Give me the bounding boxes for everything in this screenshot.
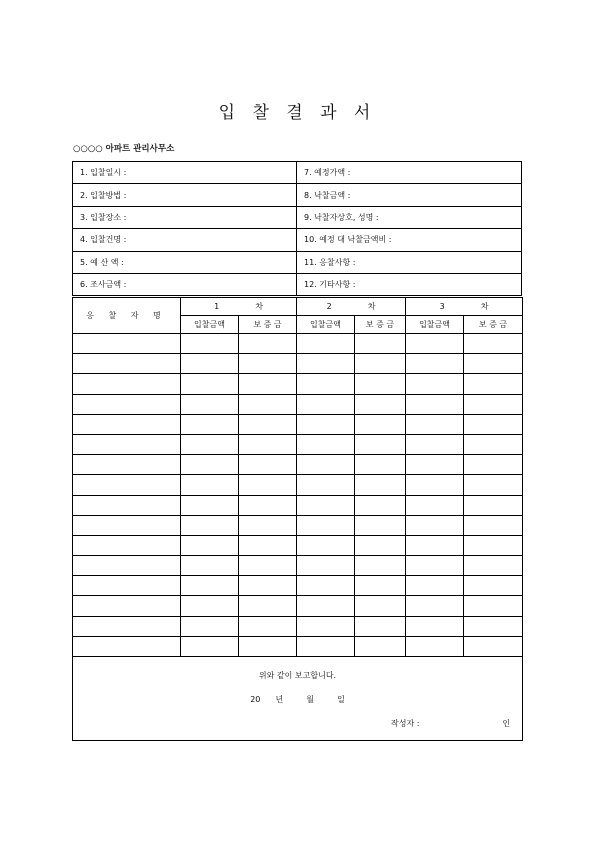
bid-date-field: 1. 입찰일시 : xyxy=(73,162,297,184)
amount-cell xyxy=(355,334,406,354)
amount-cell xyxy=(297,374,355,394)
amount-cell xyxy=(355,576,406,596)
amount-cell xyxy=(355,455,406,475)
amount-cell xyxy=(406,556,464,576)
info-row xyxy=(73,273,522,295)
amount-cell xyxy=(181,354,239,374)
bidder-name-cell xyxy=(73,434,181,454)
amount-cell xyxy=(181,455,239,475)
round-1-amount-header: 입찰금액 xyxy=(181,316,239,334)
amount-cell xyxy=(181,596,239,616)
amount-cell xyxy=(239,394,297,414)
info-row xyxy=(73,184,522,206)
amount-cell xyxy=(239,556,297,576)
amount-cell xyxy=(297,596,355,616)
amount-cell xyxy=(297,556,355,576)
amount-cell xyxy=(239,596,297,616)
bidder-name-cell xyxy=(73,495,181,515)
amount-cell xyxy=(181,616,239,636)
amount-cell xyxy=(464,535,523,555)
amount-cell xyxy=(239,636,297,656)
amount-cell xyxy=(297,434,355,454)
amount-cell xyxy=(239,616,297,636)
table-row xyxy=(73,576,523,596)
bidder-name-cell xyxy=(73,596,181,616)
table-row xyxy=(73,434,523,454)
amount-cell xyxy=(406,455,464,475)
info-row xyxy=(73,251,522,273)
amount-cell xyxy=(297,576,355,596)
amount-cell xyxy=(181,535,239,555)
bidder-name-cell xyxy=(73,414,181,434)
table-row xyxy=(73,535,523,555)
amount-cell xyxy=(406,515,464,535)
bid-results-table xyxy=(72,297,523,741)
amount-cell xyxy=(297,414,355,434)
amount-cell xyxy=(464,556,523,576)
amount-cell xyxy=(464,434,523,454)
amount-cell xyxy=(406,535,464,555)
amount-cell xyxy=(297,394,355,414)
bidder-name-cell xyxy=(73,334,181,354)
bid-info-table xyxy=(72,161,522,296)
amount-cell xyxy=(297,334,355,354)
bidder-name-cell xyxy=(73,475,181,495)
info-row xyxy=(73,162,522,184)
bidder-name-cell xyxy=(73,556,181,576)
round-1-deposit-header: 보 증 금 xyxy=(239,316,297,334)
amount-cell xyxy=(239,374,297,394)
amount-cell xyxy=(297,475,355,495)
amount-cell xyxy=(406,414,464,434)
bidder-name-cell xyxy=(73,455,181,475)
amount-cell xyxy=(355,495,406,515)
amount-cell xyxy=(181,475,239,495)
round-2-deposit-header: 보 증 금 xyxy=(355,316,406,334)
report-footer xyxy=(73,657,523,741)
report-statement: 위와 같이 보고합니다. xyxy=(258,671,337,680)
amount-cell xyxy=(464,334,523,354)
bidder-name-cell xyxy=(73,354,181,374)
round-3-deposit-header: 보 증 금 xyxy=(464,316,523,334)
amount-cell xyxy=(239,354,297,374)
ratio-field: 10. 예정 대 낙찰금액비 : xyxy=(297,229,522,251)
amount-cell xyxy=(239,495,297,515)
amount-cell xyxy=(464,495,523,515)
amount-cell xyxy=(181,374,239,394)
table-row xyxy=(73,455,523,475)
author-label: 작성자 : xyxy=(391,719,420,728)
table-row xyxy=(73,414,523,434)
amount-cell xyxy=(239,515,297,535)
amount-cell xyxy=(464,616,523,636)
table-row xyxy=(73,334,523,354)
round-3-amount-header: 입찰금액 xyxy=(406,316,464,334)
round-2-header: 2 차 xyxy=(297,298,406,316)
amount-cell xyxy=(355,475,406,495)
amount-cell xyxy=(464,515,523,535)
amount-cell xyxy=(406,475,464,495)
amount-cell xyxy=(297,495,355,515)
bidding-details-field: 11. 응찰사항 : xyxy=(297,251,522,273)
bid-location-field: 3. 입찰장소 : xyxy=(73,206,297,228)
amount-cell xyxy=(181,636,239,656)
amount-cell xyxy=(181,495,239,515)
amount-cell xyxy=(355,394,406,414)
amount-cell xyxy=(181,434,239,454)
amount-cell xyxy=(297,354,355,374)
amount-cell xyxy=(355,354,406,374)
date-month-unit: 월 xyxy=(306,695,315,704)
round-header-row xyxy=(73,298,523,316)
bidder-name-header: 응 찰 자 명 xyxy=(73,298,181,334)
amount-cell xyxy=(406,354,464,374)
seal-mark: 인 xyxy=(502,719,511,728)
round-1-header: 1 차 xyxy=(181,298,297,316)
amount-cell xyxy=(464,636,523,656)
amount-cell xyxy=(181,556,239,576)
bidder-name-cell xyxy=(73,515,181,535)
amount-cell xyxy=(297,535,355,555)
amount-cell xyxy=(239,414,297,434)
amount-cell xyxy=(464,475,523,495)
amount-cell xyxy=(355,596,406,616)
office-name: ○○○○ 아파트 관리사무소 xyxy=(73,144,175,154)
bidder-name-cell xyxy=(73,576,181,596)
amount-cell xyxy=(355,535,406,555)
amount-cell xyxy=(181,414,239,434)
round-2-amount-header: 입찰금액 xyxy=(297,316,355,334)
survey-amount-field: 6. 조사금액 : xyxy=(73,273,297,295)
amount-cell xyxy=(239,535,297,555)
amount-cell xyxy=(239,455,297,475)
table-row xyxy=(73,374,523,394)
estimated-price-field: 7. 예정가액 : xyxy=(297,162,522,184)
winning-amount-field: 8. 낙찰금액 : xyxy=(297,184,522,206)
table-row xyxy=(73,394,523,414)
amount-cell xyxy=(464,596,523,616)
winner-name-field: 9. 낙찰자상호, 성명 : xyxy=(297,206,522,228)
date-year-unit: 년 xyxy=(275,695,284,704)
bidder-name-cell xyxy=(73,535,181,555)
amount-cell xyxy=(406,576,464,596)
bidder-name-cell xyxy=(73,616,181,636)
table-row xyxy=(73,556,523,576)
bidder-name-cell xyxy=(73,636,181,656)
bid-subject-field: 4. 입찰건명 : xyxy=(73,229,297,251)
amount-cell xyxy=(181,334,239,354)
amount-cell xyxy=(297,455,355,475)
amount-cell xyxy=(406,434,464,454)
info-row xyxy=(73,206,522,228)
amount-cell xyxy=(355,515,406,535)
amount-cell xyxy=(297,636,355,656)
amount-cell xyxy=(406,495,464,515)
amount-cell xyxy=(239,576,297,596)
amount-cell xyxy=(239,434,297,454)
amount-cell xyxy=(406,636,464,656)
amount-cell xyxy=(297,616,355,636)
amount-cell xyxy=(181,515,239,535)
amount-cell xyxy=(464,455,523,475)
amount-cell xyxy=(355,414,406,434)
budget-field: 5. 예 산 액 : xyxy=(73,251,297,273)
amount-cell xyxy=(181,394,239,414)
report-date xyxy=(73,694,522,705)
amount-cell xyxy=(406,334,464,354)
amount-cell xyxy=(355,434,406,454)
amount-cell xyxy=(464,394,523,414)
bidder-name-cell xyxy=(73,394,181,414)
bidder-name-cell xyxy=(73,374,181,394)
other-notes-field: 12. 기타사항 : xyxy=(297,273,522,295)
table-row xyxy=(73,636,523,656)
table-row xyxy=(73,475,523,495)
amount-cell xyxy=(297,515,355,535)
bid-method-field: 2. 입찰방법 : xyxy=(73,184,297,206)
amount-cell xyxy=(239,334,297,354)
bid-rows xyxy=(73,334,523,657)
round-3-header: 3 차 xyxy=(406,298,523,316)
amount-cell xyxy=(355,556,406,576)
amount-cell xyxy=(464,414,523,434)
amount-cell xyxy=(406,616,464,636)
amount-cell xyxy=(355,636,406,656)
footer-row xyxy=(73,657,523,741)
table-row xyxy=(73,354,523,374)
date-day-unit: 일 xyxy=(337,695,345,704)
amount-cell xyxy=(355,374,406,394)
amount-cell xyxy=(355,616,406,636)
table-row xyxy=(73,616,523,636)
amount-cell xyxy=(406,374,464,394)
amount-cell xyxy=(181,576,239,596)
amount-cell xyxy=(406,596,464,616)
amount-cell xyxy=(464,354,523,374)
date-year: 20 xyxy=(250,695,261,704)
table-row xyxy=(73,515,523,535)
amount-cell xyxy=(464,576,523,596)
page-title: 입 찰 결 과 서 xyxy=(218,103,377,123)
amount-cell xyxy=(406,394,464,414)
table-row xyxy=(73,495,523,515)
info-row xyxy=(73,229,522,251)
table-row xyxy=(73,596,523,616)
amount-cell xyxy=(239,475,297,495)
amount-cell xyxy=(464,374,523,394)
